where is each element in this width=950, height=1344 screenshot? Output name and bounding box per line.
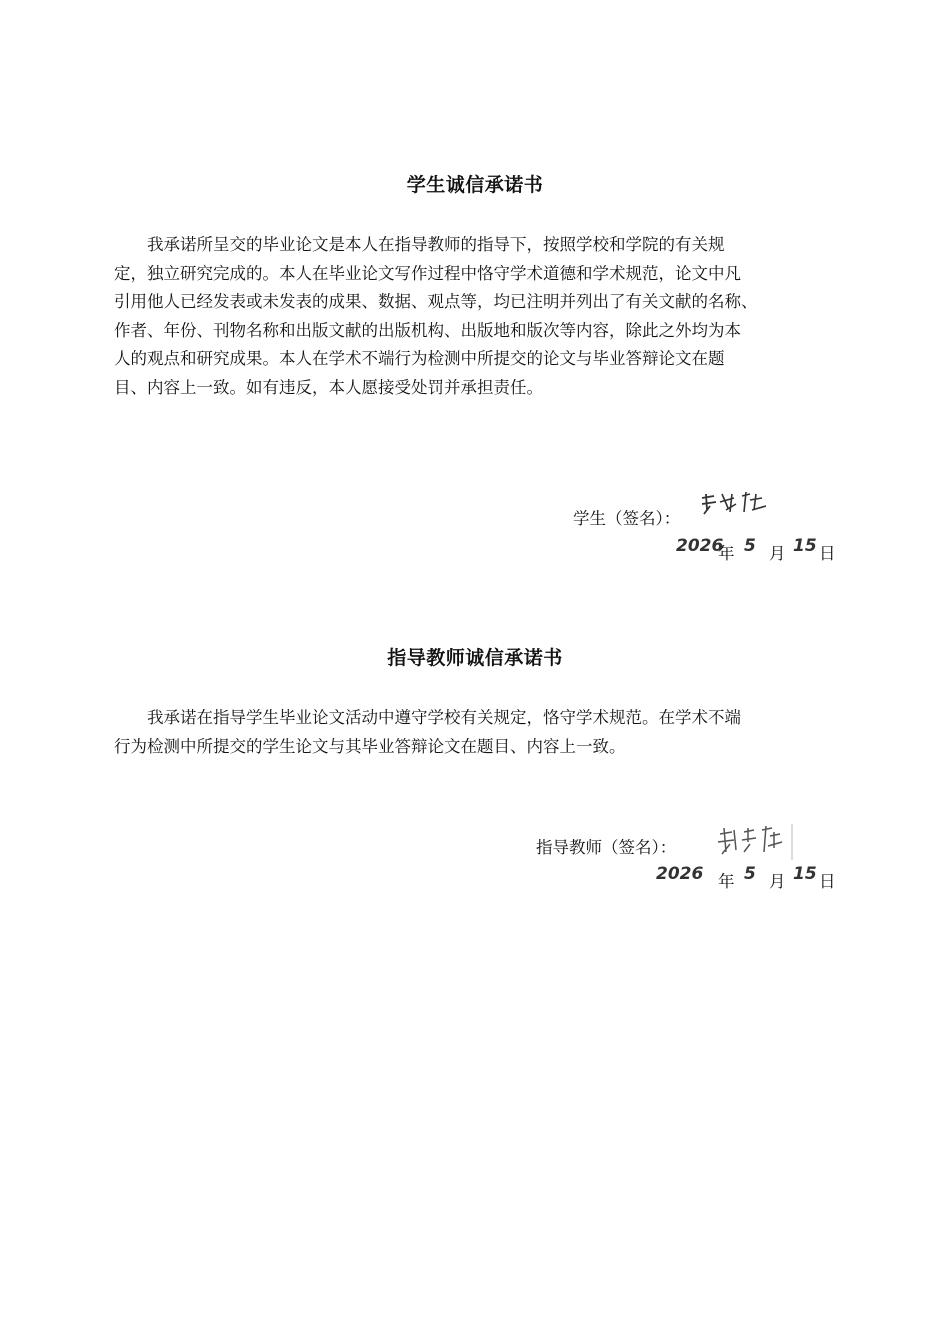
student-signature-label: 学生（签名）： — [573, 509, 681, 528]
paragraph-line: 引用他人已经发表或未发表的成果、数据、观点等，均已注明并列出了有关文献的名称、 — [114, 292, 758, 311]
advisor-date-month: 5 — [744, 864, 756, 884]
paragraph-line: 定，独立研究完成的。本人在毕业论文写作过程中恪守学术道德和学术规范，论文中凡 — [114, 263, 741, 283]
student-date-month: 5 — [744, 536, 756, 556]
student-handwritten-signature — [698, 488, 770, 518]
student-date — [676, 538, 838, 564]
advisor-signature-label: 指导教师（签名）： — [536, 838, 677, 857]
student-date-year: 2026 — [676, 536, 724, 556]
paragraph-line: 作者、年份、刊物名称和出版文献的出版机构、出版地和版次等内容，除此之外均为本 — [114, 320, 741, 340]
student-date-day: 15 — [793, 536, 817, 556]
year-unit: 年 — [718, 544, 735, 563]
advisor-commitment-paragraph — [114, 704, 838, 761]
month-unit: 月 — [769, 544, 786, 563]
advisor-date — [656, 866, 838, 892]
student-commitment-paragraph — [114, 231, 838, 402]
paragraph-line: 目、内容上一致。如有违反，本人愿接受处罚并承担责任。 — [114, 377, 543, 397]
advisor-handwritten-signature — [714, 822, 796, 862]
month-unit: 月 — [769, 872, 786, 891]
paragraph-line: 我承诺所呈交的毕业论文是本人在指导教师的指导下，按照学校和学院的有关规 — [147, 235, 725, 254]
advisor-date-year: 2026 — [656, 864, 704, 884]
year-unit: 年 — [718, 872, 735, 891]
paragraph-line: 人的观点和研究成果。本人在学术不端行为检测中所提交的论文与毕业答辩论文在题 — [114, 349, 725, 368]
student-commitment-title: 学生诚信承诺书 — [406, 174, 544, 196]
advisor-commitment-title: 指导教师诚信承诺书 — [387, 647, 563, 669]
paragraph-line: 我承诺在指导学生毕业论文活动中遵守学校有关规定，恪守学术规范。在学术不端 — [147, 708, 741, 727]
day-unit: 日 — [819, 872, 836, 891]
paragraph-line: 行为检测中所提交的学生论文与其毕业答辩论文在题目、内容上一致。 — [114, 736, 626, 756]
day-unit: 日 — [819, 544, 836, 563]
advisor-date-day: 15 — [793, 864, 817, 884]
